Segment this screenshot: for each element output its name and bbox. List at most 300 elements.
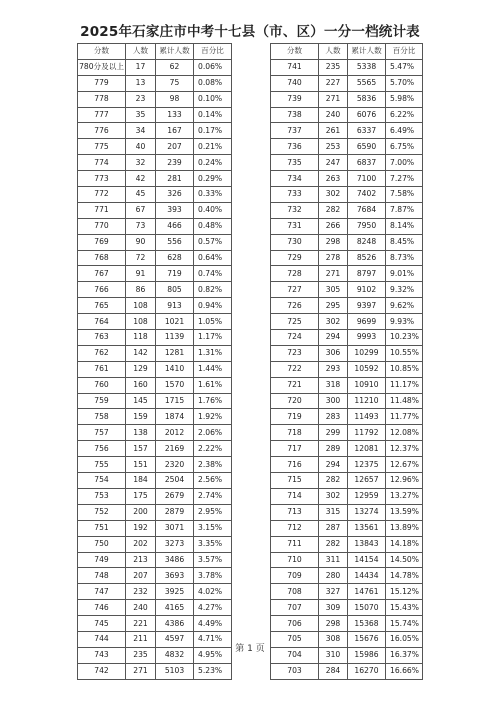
cell-cumulative: 16270 (348, 663, 386, 679)
cell-score: 724 (271, 330, 319, 346)
cell-count: 308 (319, 631, 348, 647)
cell-count: 90 (126, 234, 156, 250)
header-count: 人数 (319, 44, 348, 60)
table-header-row (78, 44, 232, 60)
cell-score: 717 (271, 441, 319, 457)
table-row (78, 568, 232, 584)
table-row (271, 441, 423, 457)
table-header-row (271, 44, 423, 60)
cell-score: 777 (78, 107, 126, 123)
cell-cumulative: 2679 (156, 488, 194, 504)
cell-count: 157 (126, 441, 156, 457)
cell-score: 756 (78, 441, 126, 457)
cell-score: 750 (78, 536, 126, 552)
cell-percent: 16.37% (386, 647, 423, 663)
cell-cumulative: 6076 (348, 107, 386, 123)
cell-percent: 0.17% (194, 123, 232, 139)
cell-score: 707 (271, 600, 319, 616)
table-row (271, 171, 423, 187)
table-row (271, 377, 423, 393)
cell-percent: 8.45% (386, 234, 423, 250)
table-row (78, 552, 232, 568)
cell-percent: 3.57% (194, 552, 232, 568)
cell-cumulative: 10299 (348, 345, 386, 361)
table-row (271, 314, 423, 330)
cell-count: 232 (126, 584, 156, 600)
cell-percent: 2.22% (194, 441, 232, 457)
cell-score: 760 (78, 377, 126, 393)
cell-percent: 8.14% (386, 218, 423, 234)
cell-cumulative: 2504 (156, 473, 194, 489)
cell-count: 40 (126, 139, 156, 155)
cell-cumulative: 1139 (156, 330, 194, 346)
cell-percent: 2.06% (194, 425, 232, 441)
table-row (271, 107, 423, 123)
cell-score: 778 (78, 91, 126, 107)
cell-percent: 2.95% (194, 504, 232, 520)
cell-count: 282 (319, 536, 348, 552)
cell-score: 725 (271, 314, 319, 330)
cell-cumulative: 5103 (156, 663, 194, 679)
cell-count: 271 (126, 663, 156, 679)
cell-percent: 3.15% (194, 520, 232, 536)
cell-score: 780分及以上 (78, 59, 126, 75)
cell-count: 138 (126, 425, 156, 441)
cell-percent: 1.61% (194, 377, 232, 393)
cell-percent: 4.27% (194, 600, 232, 616)
cell-score: 748 (78, 568, 126, 584)
table-row (271, 616, 423, 632)
table-row (78, 171, 232, 187)
table-row (78, 441, 232, 457)
cell-cumulative: 9993 (348, 330, 386, 346)
cell-cumulative: 628 (156, 250, 194, 266)
cell-count: 271 (319, 266, 348, 282)
cell-score: 764 (78, 314, 126, 330)
cell-cumulative: 556 (156, 234, 194, 250)
cell-score: 727 (271, 282, 319, 298)
cell-count: 118 (126, 330, 156, 346)
cell-cumulative: 4386 (156, 616, 194, 632)
table-row (271, 504, 423, 520)
cell-score: 769 (78, 234, 126, 250)
cell-cumulative: 13561 (348, 520, 386, 536)
cell-score: 732 (271, 202, 319, 218)
cell-cumulative: 2012 (156, 425, 194, 441)
cell-count: 282 (319, 202, 348, 218)
table-row (271, 409, 423, 425)
cell-cumulative: 1021 (156, 314, 194, 330)
cell-percent: 14.78% (386, 568, 423, 584)
cell-count: 302 (319, 314, 348, 330)
table-row (78, 59, 232, 75)
cell-count: 311 (319, 552, 348, 568)
cell-percent: 0.33% (194, 187, 232, 203)
cell-score: 738 (271, 107, 319, 123)
cell-count: 283 (319, 409, 348, 425)
table-row (78, 314, 232, 330)
cell-percent: 16.66% (386, 663, 423, 679)
cell-percent: 4.49% (194, 616, 232, 632)
cell-count: 295 (319, 298, 348, 314)
cell-count: 235 (126, 647, 156, 663)
cell-score: 743 (78, 647, 126, 663)
cell-count: 300 (319, 393, 348, 409)
cell-cumulative: 6590 (348, 139, 386, 155)
cell-count: 306 (319, 345, 348, 361)
cell-cumulative: 7950 (348, 218, 386, 234)
page-number: 第 1 页 (235, 644, 265, 654)
cell-cumulative: 2169 (156, 441, 194, 457)
cell-percent: 16.05% (386, 631, 423, 647)
table-row (271, 425, 423, 441)
cell-score: 771 (78, 202, 126, 218)
cell-cumulative: 805 (156, 282, 194, 298)
cell-cumulative: 393 (156, 202, 194, 218)
cell-score: 715 (271, 473, 319, 489)
cell-percent: 7.87% (386, 202, 423, 218)
cell-score: 726 (271, 298, 319, 314)
table-row (271, 298, 423, 314)
cell-count: 184 (126, 473, 156, 489)
cell-count: 266 (319, 218, 348, 234)
cell-cumulative: 4832 (156, 647, 194, 663)
header-percent: 百分比 (194, 44, 232, 60)
cell-score: 773 (78, 171, 126, 187)
cell-count: 271 (319, 91, 348, 107)
cell-cumulative: 15368 (348, 616, 386, 632)
cell-cumulative: 5338 (348, 59, 386, 75)
cell-percent: 0.29% (194, 171, 232, 187)
cell-score: 767 (78, 266, 126, 282)
cell-cumulative: 13274 (348, 504, 386, 520)
cell-percent: 4.95% (194, 647, 232, 663)
cell-percent: 10.23% (386, 330, 423, 346)
cell-score: 704 (271, 647, 319, 663)
cell-score: 737 (271, 123, 319, 139)
cell-count: 247 (319, 155, 348, 171)
cell-percent: 0.14% (194, 107, 232, 123)
cell-score: 720 (271, 393, 319, 409)
cell-cumulative: 14434 (348, 568, 386, 584)
cell-score: 723 (271, 345, 319, 361)
table-row (78, 473, 232, 489)
cell-cumulative: 9397 (348, 298, 386, 314)
cell-score: 751 (78, 520, 126, 536)
cell-cumulative: 207 (156, 139, 194, 155)
cell-percent: 11.48% (386, 393, 423, 409)
cell-score: 747 (78, 584, 126, 600)
cell-percent: 11.17% (386, 377, 423, 393)
cell-percent: 0.74% (194, 266, 232, 282)
cell-count: 310 (319, 647, 348, 663)
cell-percent: 10.85% (386, 361, 423, 377)
cell-cumulative: 11210 (348, 393, 386, 409)
cell-score: 713 (271, 504, 319, 520)
cell-cumulative: 3071 (156, 520, 194, 536)
header-cumulative: 累计人数 (156, 44, 194, 60)
cell-count: 202 (126, 536, 156, 552)
table-row (271, 584, 423, 600)
table-row (78, 107, 232, 123)
header-score: 分数 (271, 44, 319, 60)
cell-count: 240 (319, 107, 348, 123)
cell-count: 289 (319, 441, 348, 457)
cell-percent: 7.00% (386, 155, 423, 171)
table-row (78, 202, 232, 218)
cell-count: 299 (319, 425, 348, 441)
cell-count: 327 (319, 584, 348, 600)
table-row (78, 345, 232, 361)
cell-score: 755 (78, 457, 126, 473)
table-row (78, 409, 232, 425)
table-row (78, 504, 232, 520)
cell-count: 298 (319, 234, 348, 250)
cell-score: 703 (271, 663, 319, 679)
cell-count: 287 (319, 520, 348, 536)
table-row (271, 600, 423, 616)
cell-percent: 5.47% (386, 59, 423, 75)
table-row (271, 393, 423, 409)
cell-percent: 2.38% (194, 457, 232, 473)
table-row (271, 218, 423, 234)
cell-score: 730 (271, 234, 319, 250)
score-table-right (270, 43, 423, 680)
cell-count: 318 (319, 377, 348, 393)
cell-score: 729 (271, 250, 319, 266)
cell-score: 742 (78, 663, 126, 679)
cell-percent: 6.75% (386, 139, 423, 155)
cell-score: 758 (78, 409, 126, 425)
cell-cumulative: 9699 (348, 314, 386, 330)
table-row (78, 663, 232, 679)
cell-count: 240 (126, 600, 156, 616)
cell-score: 721 (271, 377, 319, 393)
cell-count: 73 (126, 218, 156, 234)
cell-cumulative: 1570 (156, 377, 194, 393)
table-row (271, 75, 423, 91)
cell-count: 211 (126, 631, 156, 647)
cell-score: 736 (271, 139, 319, 155)
cell-count: 293 (319, 361, 348, 377)
cell-cumulative: 239 (156, 155, 194, 171)
table-row (271, 361, 423, 377)
page-title: 2025年石家庄市中考十七县（市、区）一分一档统计表 (80, 24, 420, 40)
table-row (271, 663, 423, 679)
cell-score: 741 (271, 59, 319, 75)
cell-score: 735 (271, 155, 319, 171)
cell-cumulative: 913 (156, 298, 194, 314)
cell-count: 253 (319, 139, 348, 155)
cell-count: 309 (319, 600, 348, 616)
cell-count: 34 (126, 123, 156, 139)
cell-percent: 6.49% (386, 123, 423, 139)
cell-percent: 1.44% (194, 361, 232, 377)
cell-count: 192 (126, 520, 156, 536)
cell-percent: 0.48% (194, 218, 232, 234)
cell-cumulative: 1281 (156, 345, 194, 361)
cell-score: 766 (78, 282, 126, 298)
cell-percent: 12.96% (386, 473, 423, 489)
header-cumulative: 累计人数 (348, 44, 386, 60)
cell-count: 42 (126, 171, 156, 187)
cell-percent: 12.08% (386, 425, 423, 441)
cell-count: 67 (126, 202, 156, 218)
cell-cumulative: 3925 (156, 584, 194, 600)
cell-count: 72 (126, 250, 156, 266)
cell-score: 757 (78, 425, 126, 441)
table-row (271, 266, 423, 282)
table-row (78, 139, 232, 155)
cell-cumulative: 75 (156, 75, 194, 91)
table-row (78, 393, 232, 409)
cell-cumulative: 10910 (348, 377, 386, 393)
cell-count: 315 (319, 504, 348, 520)
cell-cumulative: 4597 (156, 631, 194, 647)
cell-cumulative: 2879 (156, 504, 194, 520)
cell-count: 280 (319, 568, 348, 584)
table-row (271, 202, 423, 218)
cell-score: 759 (78, 393, 126, 409)
cell-score: 772 (78, 187, 126, 203)
cell-percent: 13.59% (386, 504, 423, 520)
cell-score: 776 (78, 123, 126, 139)
cell-count: 145 (126, 393, 156, 409)
cell-percent: 13.27% (386, 488, 423, 504)
cell-cumulative: 11792 (348, 425, 386, 441)
cell-cumulative: 12657 (348, 473, 386, 489)
cell-score: 770 (78, 218, 126, 234)
cell-percent: 12.67% (386, 457, 423, 473)
cell-count: 221 (126, 616, 156, 632)
cell-count: 151 (126, 457, 156, 473)
table-row (78, 155, 232, 171)
cell-count: 86 (126, 282, 156, 298)
cell-cumulative: 12081 (348, 441, 386, 457)
cell-cumulative: 167 (156, 123, 194, 139)
table-row (271, 155, 423, 171)
cell-score: 763 (78, 330, 126, 346)
cell-percent: 6.22% (386, 107, 423, 123)
cell-cumulative: 8248 (348, 234, 386, 250)
cell-score: 762 (78, 345, 126, 361)
cell-score: 709 (271, 568, 319, 584)
cell-count: 284 (319, 663, 348, 679)
cell-percent: 5.98% (386, 91, 423, 107)
cell-score: 731 (271, 218, 319, 234)
cell-percent: 4.02% (194, 584, 232, 600)
cell-cumulative: 1874 (156, 409, 194, 425)
score-table-left (77, 43, 232, 680)
cell-count: 91 (126, 266, 156, 282)
cell-count: 200 (126, 504, 156, 520)
table-row (271, 330, 423, 346)
table-row (78, 330, 232, 346)
cell-count: 294 (319, 457, 348, 473)
cell-percent: 0.08% (194, 75, 232, 91)
cell-cumulative: 1715 (156, 393, 194, 409)
cell-percent: 0.10% (194, 91, 232, 107)
cell-percent: 0.82% (194, 282, 232, 298)
table-row (78, 91, 232, 107)
cell-cumulative: 14154 (348, 552, 386, 568)
cell-count: 13 (126, 75, 156, 91)
cell-count: 160 (126, 377, 156, 393)
cell-percent: 0.94% (194, 298, 232, 314)
cell-percent: 5.23% (194, 663, 232, 679)
cell-cumulative: 466 (156, 218, 194, 234)
cell-percent: 0.21% (194, 139, 232, 155)
cell-percent: 0.57% (194, 234, 232, 250)
cell-percent: 0.24% (194, 155, 232, 171)
table-row (78, 187, 232, 203)
cell-cumulative: 2320 (156, 457, 194, 473)
table-row (78, 600, 232, 616)
cell-cumulative: 7402 (348, 187, 386, 203)
cell-percent: 9.93% (386, 314, 423, 330)
cell-score: 740 (271, 75, 319, 91)
cell-score: 728 (271, 266, 319, 282)
table-row (78, 234, 232, 250)
cell-cumulative: 4165 (156, 600, 194, 616)
cell-percent: 11.77% (386, 409, 423, 425)
cell-score: 768 (78, 250, 126, 266)
cell-percent: 14.18% (386, 536, 423, 552)
cell-score: 722 (271, 361, 319, 377)
cell-count: 17 (126, 59, 156, 75)
cell-score: 779 (78, 75, 126, 91)
cell-count: 159 (126, 409, 156, 425)
table-row (271, 234, 423, 250)
cell-count: 302 (319, 187, 348, 203)
cell-percent: 9.32% (386, 282, 423, 298)
cell-score: 705 (271, 631, 319, 647)
cell-cumulative: 3486 (156, 552, 194, 568)
cell-percent: 0.64% (194, 250, 232, 266)
cell-cumulative: 133 (156, 107, 194, 123)
cell-count: 207 (126, 568, 156, 584)
cell-score: 746 (78, 600, 126, 616)
cell-percent: 7.58% (386, 187, 423, 203)
cell-count: 305 (319, 282, 348, 298)
cell-score: 714 (271, 488, 319, 504)
cell-percent: 15.12% (386, 584, 423, 600)
cell-score: 754 (78, 473, 126, 489)
cell-percent: 15.43% (386, 600, 423, 616)
cell-count: 302 (319, 488, 348, 504)
cell-count: 278 (319, 250, 348, 266)
table-row (271, 123, 423, 139)
table-row (271, 139, 423, 155)
cell-cumulative: 3273 (156, 536, 194, 552)
cell-score: 753 (78, 488, 126, 504)
cell-score: 711 (271, 536, 319, 552)
table-row (78, 536, 232, 552)
cell-percent: 3.78% (194, 568, 232, 584)
cell-score: 712 (271, 520, 319, 536)
table-row (78, 250, 232, 266)
cell-score: 708 (271, 584, 319, 600)
table-row (78, 488, 232, 504)
table-row (78, 377, 232, 393)
cell-score: 719 (271, 409, 319, 425)
cell-count: 108 (126, 298, 156, 314)
table-row (271, 552, 423, 568)
cell-count: 235 (319, 59, 348, 75)
table-row (271, 345, 423, 361)
table-row (271, 91, 423, 107)
cell-cumulative: 15070 (348, 600, 386, 616)
